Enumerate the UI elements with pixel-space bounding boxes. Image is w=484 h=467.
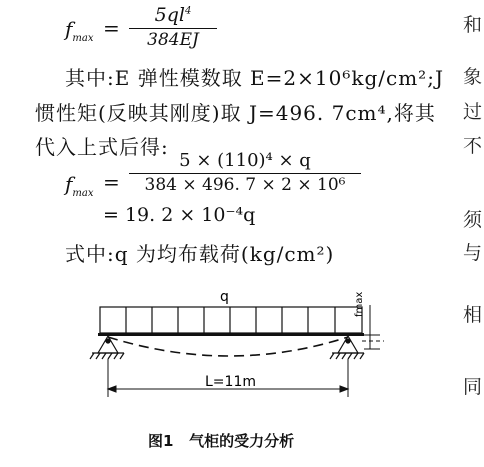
deflection-marker bbox=[362, 305, 384, 349]
adjacent-column bbox=[462, 0, 484, 467]
figure-caption: 图1 气柜的受力分析 bbox=[148, 432, 295, 450]
beam-figure bbox=[80, 285, 400, 415]
formula-2 bbox=[65, 152, 365, 232]
adjacent-char: 象 bbox=[462, 66, 482, 88]
paragraph-line-3: 代入上式后得: bbox=[35, 135, 169, 159]
fraction-bar bbox=[129, 28, 217, 29]
deflection-curve bbox=[108, 337, 348, 356]
right-support bbox=[330, 336, 364, 359]
span-label: L=11m bbox=[205, 374, 256, 390]
paragraph-line-1: 其中:E 弹性模数取 E=2×10⁶kg/cm²;J bbox=[65, 66, 444, 90]
formula-1-lhs: $f_{max}$ bbox=[65, 17, 94, 44]
beam-diagram bbox=[80, 285, 400, 415]
load-label: q bbox=[220, 289, 229, 305]
formula-2-lhs: $f_{max}$ bbox=[65, 172, 94, 199]
note-line: 式中:q 为均布载荷(kg/cm²) bbox=[65, 242, 335, 266]
beam bbox=[98, 333, 364, 336]
adjacent-char: 过 bbox=[462, 101, 482, 123]
paragraph-line-2: 惯性矩(反映其刚度)取 J=496. 7cm⁴,将其 bbox=[35, 101, 436, 125]
formula-1-fraction: $5ql^4$ 384EJ bbox=[129, 6, 217, 49]
formula-1-equals: = bbox=[103, 16, 120, 40]
formula-1 bbox=[65, 2, 215, 52]
adjacent-char: 不 bbox=[462, 135, 482, 157]
adjacent-char: 相 bbox=[462, 304, 482, 326]
deflection-label: fmax bbox=[354, 291, 365, 317]
formula-2-result: = 19. 2 × 10⁻⁴q bbox=[103, 204, 256, 226]
fraction-bar bbox=[129, 173, 361, 174]
formula-2-equals: = bbox=[103, 170, 120, 194]
adjacent-char: 和 bbox=[462, 14, 482, 36]
formula-2-fraction: 5 × (110)⁴ × q 384 × 496. 7 × 2 × 10⁶ bbox=[129, 152, 361, 194]
adjacent-char: 与 bbox=[462, 242, 482, 264]
distributed-load bbox=[100, 307, 362, 333]
adjacent-char: 同 bbox=[462, 376, 482, 398]
adjacent-char: 须 bbox=[462, 209, 482, 231]
left-support bbox=[90, 336, 124, 359]
